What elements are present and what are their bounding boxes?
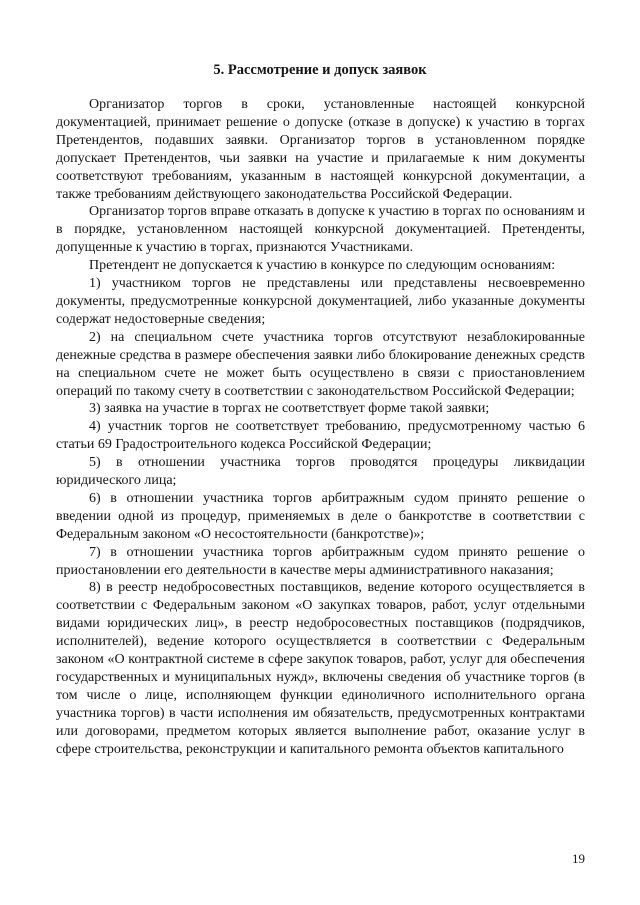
paragraph-grounds-intro: Претендент не допускается к участию в конкурсе по следующим основаниям: (89, 258, 556, 274)
section-title: 5. Рассмотрение и допуск заявок (213, 62, 427, 78)
list-item-ground-2: 2) на специальном счете участника торгов отсутствуют незаблокированные денежные средства в размере обеспечения заявки либо блокирование денежных средств на специальном счете не может быть осуществлено в связи с приостановлением операций по такому счету в соответствии с законодательством Российской Федерации; (56, 329, 585, 399)
list-item-ground-4: 4) участник торгов не соответствует требованию, предусмотренному частью 6 статьи 69 Градостроительного кодекса Российской Федерации; (56, 419, 585, 453)
list-item-ground-6: 6) в отношении участника торгов арбитражным судом принято решение о введении одной из процедур, применяемых в деле о банкротстве в соответствии с Федеральным законом «О несостоятельности (банкротстве)»; (56, 490, 585, 542)
list-item-ground-7: 7) в отношении участника торгов арбитражным судом принято решение о приостановлении его деятельности в качестве меры административного наказания; (56, 544, 585, 578)
list-item-ground-3: 3) заявка на участие в торгах не соответствует форме такой заявки; (89, 401, 490, 417)
paragraph-organizer-decision: Организатор торгов в сроки, установленные настоящей конкурсной документацией, принимает решение о допуске (отказе в допуске) к участию в торгах Претендентов, подавших заявки. Организатор торгов в установленном порядке допускает Претендентов, чьи заявки на участие и прилагаемые к ним документы соответствуют требованиям, указанным в настоящей конкурсной документации, а также требованиям действующего законодательства Российской Федерации. (56, 97, 585, 202)
section-body (56, 96, 585, 759)
list-item-ground-5: 5) в отношении участника торгов проводятся процедуры ликвидации юридического лица; (56, 455, 585, 489)
list-item-ground-1: 1) участником торгов не представлены или представлены несвоевременно документы, предусмотренные конкурсной документацией, либо указанные документы содержат недостоверные сведения; (56, 276, 585, 327)
page-number: 19 (572, 851, 585, 866)
paragraph-refusal-right: Организатор торгов вправе отказать в допуске к участию в торгах по основаниям и в порядке, установленном настоящей конкурсной документацией. Претенденты, допущенные к участию в торгах, признаются Участниками. (56, 204, 585, 256)
list-item-ground-8: 8) в реестр недобросовестных поставщиков, ведение которого осуществляется в соответствии с Федеральным законом «О закупках товаров, работ, услуг отдельными видами юридических лиц», в реестр недобросовестных поставщиков (подрядчиков, исполнителей), ведение которого осуществляется в соответствии с Федеральным законом «О контрактной системе в сфере закупок товаров, работ, услуг для обеспечения государственных и муниципальных нужд», включены сведения об участнике торгов (в том числе о лице, исполняющем функции единоличного исполнительного органа участника торгов) в части исполнения им обязательств, предусмотренных контрактами или договорами, предметом которых является выполнение работ, оказание услуг в сфере строительства, реконструкции и капитального ремонта объектов капитального (56, 580, 585, 757)
